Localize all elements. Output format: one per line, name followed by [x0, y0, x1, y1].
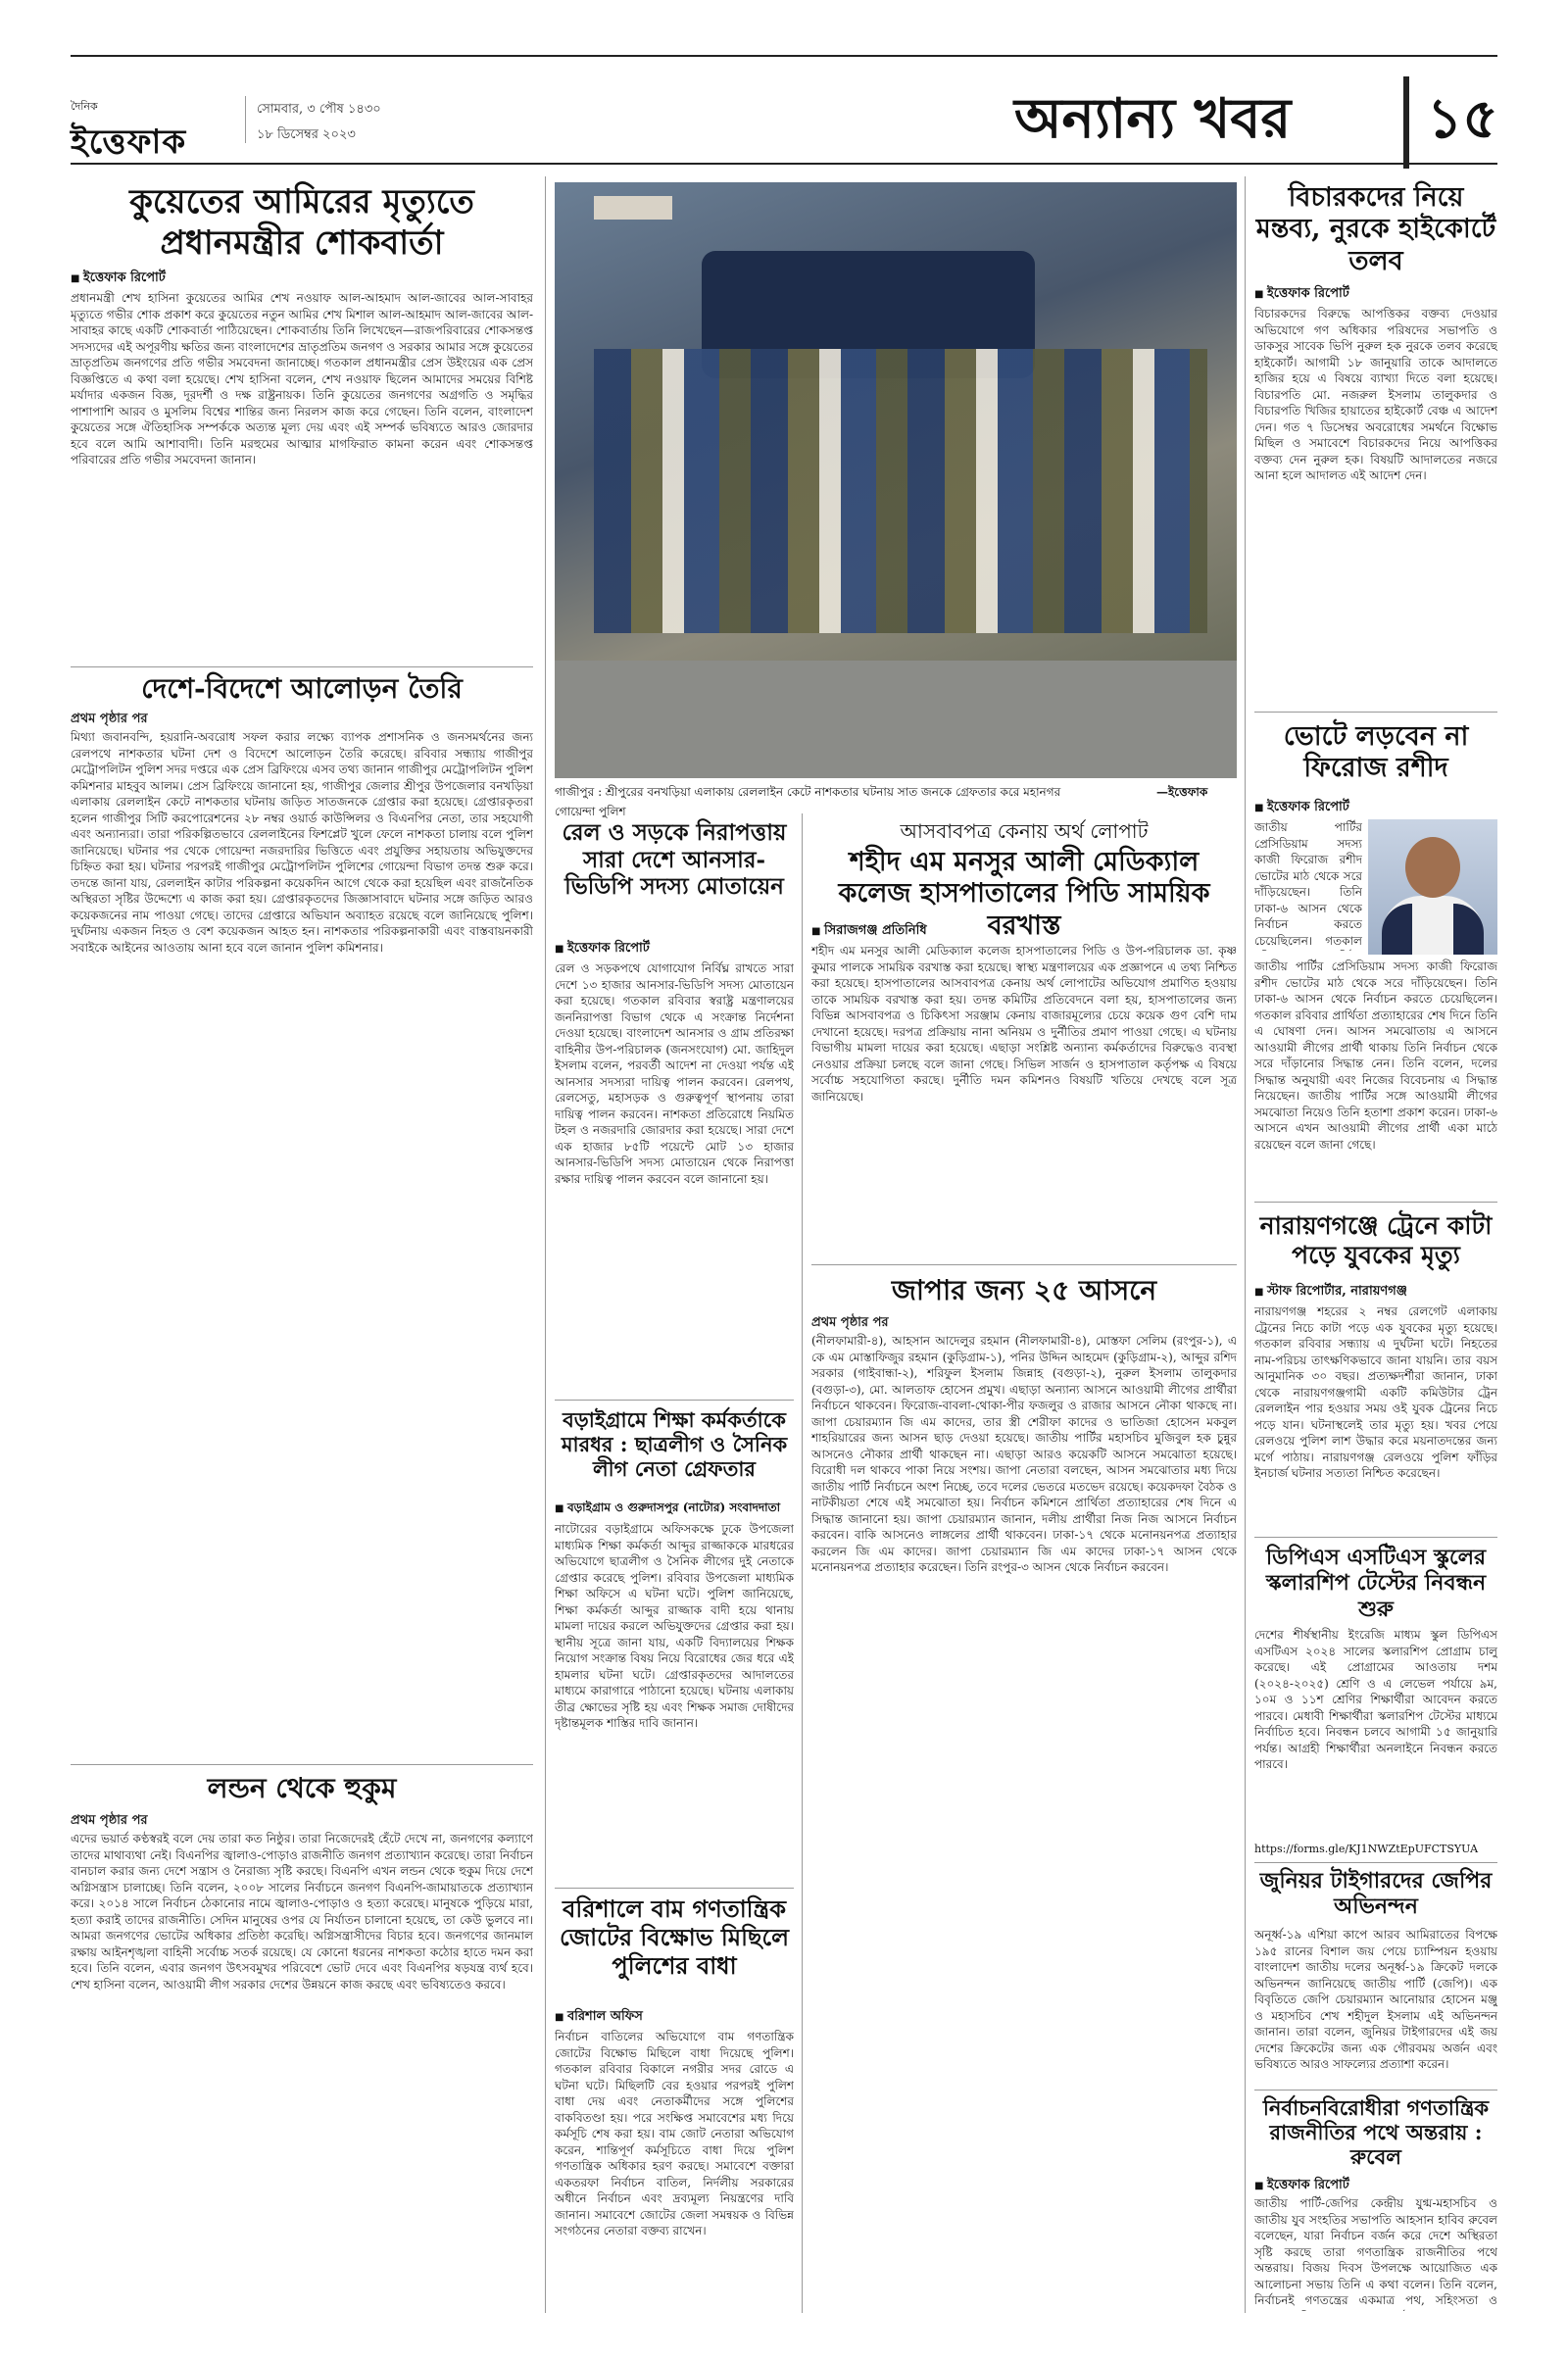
dps-headline: ডিপিএস এসটিএস স্কুলের স্কলারশিপ টেস্টের নিবন্ধন শুরু	[1265, 1545, 1487, 1622]
japa-lede: প্রথম পৃষ্ঠার পর	[811, 1315, 889, 1330]
barahatia-body: নাটোরের বড়াইগ্রামে অফিসকক্ষে ঢুকে উপজেলা মাধ্যমিক শিক্ষা কর্মকর্তা আব্দুর রাজ্জাককে মারধরের অভিযোগে ছাত্রলীগ ও সৈনিক লীগের দুই নেতাকে গ্রেপ্তার করেছে পুলিশ। রবিবার উপজেলা মাধ্যমিক শিক্ষা অফিসে এ ঘটনা ঘটে। পুলিশ জানিয়েছে, শিক্ষা কর্মকর্তা আব্দুর রাজ্জাক বাদী হয়ে থানায় মামলা দায়ের করলে অভিযুক্তদের গ্রেপ্তার করা হয়। স্থানীয় সূত্রে জানা যায়, একটি বিদ্যালয়ের শিক্ষক নিয়োগ সংক্রান্ত বিষয় নিয়ে বিরোধের জের ধরে এই হামলার ঘটনা ঘটে। গ্রেপ্তারকৃতদের আদালতের মাধ্যমে কারাগারে পাঠানো হয়েছে। ঘটনায় এলাকায় তীব্র ক্ষোভের সৃষ্টি হয় এবং শিক্ষক সমাজ দোষীদের দৃষ্টান্তমূলক শাস্তির দাবি জানান।	[555, 1522, 794, 1730]
road	[555, 661, 1237, 778]
kuwait-headline-1: কুয়েতের আমিরের মৃত্যুতে	[129, 182, 474, 221]
judges-end-rule	[1254, 712, 1497, 713]
junior-headline: জুনিয়র টাইগারদের জেপির অভিনন্দন	[1259, 1868, 1493, 1920]
hospital-byline: ■ সিরাজগঞ্জ প্রতিনিধি	[811, 921, 927, 942]
arrested-suspects-and-police	[594, 349, 1207, 633]
dps-body: দেশের শীর্ষস্থানীয় ইংরেজি মাধ্যম স্কুল ডিপিএস এসটিএস ২০২৪ সালের স্কলারশিপ প্রোগ্রাম চালু করেছে। এই প্রোগ্রামের আওতায় দশম (২০২৪-২০২৫) শ্রেণি ও এ লেভেল পর্যায়ে ৯ম, ১০ম ও ১১শ শ্রেণির শিক্ষার্থীরা আবেদন করতে পারবে। মেধাবী শিক্ষার্থীরা স্কলারশিপ টেস্টের মাধ্যমে নির্বাচিত হবে। নিবন্ধন চলবে আগামী ১৫ জানুয়ারি পর্যন্ত। আগ্রহী শিক্ষার্থীরা অনলাইনে নিবন্ধন করতে পারবে।	[1254, 1628, 1497, 1771]
junior-body: অনূর্ধ্ব-১৯ এশিয়া কাপে আরব আমিরাতের বিপক্ষে ১৯৫ রানের বিশাল জয় পেয়ে চ্যাম্পিয়ন হওয়ায় বাংলাদেশ জাতীয় দলের অনূর্ধ্ব-১৯ ক্রিকেট দলকে অভিনন্দন জানিয়েছে জাতীয় পার্টি (জেপি)। এক বিবৃতিতে জেপি চেয়ারম্যান আনোয়ার হোসেন মঞ্জু ও মহাসচিব শেখ শহীদুল ইসলাম এই অভিনন্দন জানান। তারা বলেন, জুনিয়র টাইগারদের এই জয় দেশের ক্রিকেটের জন্য এক গৌরবময় অর্জন এবং ভবিষ্যতে আরও সাফল্যের প্রত্যাশা করেন।	[1254, 1928, 1497, 2071]
masthead-top-rule	[71, 55, 1497, 57]
ansar-headline: রেল ও সড়কে নিরাপত্তায় সারা দেশে আনসার-ভিডিপি সদস্য মোতায়েন	[562, 819, 787, 901]
column-rule-3	[1245, 176, 1246, 2313]
kuwait-byline: ■ ইত্তেফাক রিপোর্ট	[71, 269, 166, 289]
kuwait-end-rule	[71, 666, 533, 667]
feroz-end-rule	[1254, 1202, 1497, 1203]
hospital-body: শহীদ এম মনসুর আলী মেডিক্যাল কলেজ হাসপাতালের পিডি ও উপ-পরিচালক ডা. কৃষ্ণ কুমার পালকে সাময়িক বরখাস্ত করা হয়েছে। স্বাস্থ্য মন্ত্রণালয়ের এক প্রজ্ঞাপনে এ তথ্য নিশ্চিত করা হয়েছে। হাসপাতালের আসবাবপত্র কেনায় অর্থ লোপাটের অভিযোগ প্রমাণিত হওয়ায় তাকে সাময়িক বরখাস্ত করা হয়। তদন্ত কমিটির প্রতিবেদনে বলা হয়, হাসপাতালের জন্য বিভিন্ন আসবাবপত্র ও চিকিৎসা সরঞ্জাম কেনায় বাজারমূল্যের চেয়ে কয়েক গুণ বেশি দাম দেখানো হয়েছে। দরপত্র প্রক্রিয়ায় নানা অনিয়ম ও দুর্নীতির প্রমাণ পাওয়া গেছে। এ ঘটনায় বিভাগীয় মামলা দায়ের করা হয়েছে। এছাড়া সংশ্লিষ্ট অন্যান্য কর্মকর্তাদের বিরুদ্ধেও ব্যবস্থা নেওয়ার প্রক্রিয়া চলছে বলে জানা গেছে। সিভিল সার্জন ও হাসপাতাল কর্তৃপক্ষ এ বিষয়ে সর্বোচ্চ সহযোগিতা করছে। দুর্নীতি দমন কমিশনও বিষয়টি খতিয়ে দেখছে বলে সূত্র জানিয়েছে।	[811, 944, 1237, 1104]
column-rule-2	[802, 813, 803, 2313]
ansar-byline: ■ ইত্তেফাক রিপোর্ট	[555, 939, 650, 959]
abroad-lede: প্রথম পৃষ্ঠার পর	[71, 712, 148, 726]
rubel-body: জাতীয় পার্টি-জেপির কেন্দ্রীয় যুগ্ম-মহাসচিব ও জাতীয় যুব সংহতির সভাপতি আহসান হাবিব রুবেল বলেছেন, যারা নির্বাচন বর্জন করে দেশে অস্থিরতা সৃষ্টি করছে তারা গণতান্ত্রিক রাজনীতির পথে অন্তরায়। বিজয় দিবস উপলক্ষে আয়োজিত এক আলোচনা সভায় তিনি এ কথা বলেন। তিনি বলেন, নির্বাচনই গণতন্ত্রের একমাত্র পথ, সহিংসতা ও	[1254, 2196, 1497, 2307]
photo-caption: গাজীপুর : শ্রীপুরের বনখড়িয়া এলাকায় রেললাইন কেটে নাশকতার ঘটনায় সাত জনকে গ্রেফতার করে মহানগর গোয়েন্দা পুলিশ	[555, 785, 1061, 818]
lead-photo	[555, 182, 1237, 778]
photo-credit: —ইত্তেফাক	[1156, 785, 1208, 799]
narayanganj-headline: নারায়ণগঞ্জে ট্রেনে কাটা পড়ে যুবকের মৃত্যু	[1259, 1211, 1493, 1269]
masthead-bottom-rule	[71, 163, 1497, 165]
abroad-body: মিথ্যা জবানবন্দি, হয়রানি-অবরোধ সফল করার লক্ষ্যে ব্যাপক প্রশাসনিক ও জনসমর্থনের জন্য রেলপথে নাশকতার ঘটনা দেশ ও বিদেশে আলোড়ন তৈরি করেছে। রবিবার সন্ধ্যায় গাজীপুর মেট্রোপলিটন পুলিশ সদর দপ্তরে এক প্রেস ব্রিফিংয়ে এসব তথ্য জানান গাজীপুর মেট্রোপলিটন পুলিশ কমিশনার মাহবুব আলম। প্রেস ব্রিফিংয়ে জানানো হয়, গাজীপুর জেলার শ্রীপুর উপজেলার বনখড়িয়া এলাকায় রেললাইন কেটে নাশকতার ঘটনায় জড়িত সাতজনকে গ্রেপ্তার করা হয়েছে। গ্রেপ্তারকৃতরা হলেন গাজীপুর সিটি করপোরেশনের ২৮ নম্বর ওয়ার্ড কাউন্সিলর ও বিএনপির নেতা, তার সহযোগী এবং অন্যান্যরা। তারা পরিকল্পিতভাবে রেললাইনের ফিশপ্লেট খুলে ফেলে নাশকতা চালায় বলে পুলিশ জানিয়েছে। ঘটনার পর থেকে গোয়েন্দা নজরদারির ভিত্তিতে এবং প্রযুক্তির সহায়তায় অভিযুক্তদের চিহ্নিত করা হয়। ঘটনার পরপরই গাজীপুর মেট্রোপলিটন পুলিশের গোয়েন্দা বিভাগ তদন্ত শুরু করে। তদন্তে জানা যায়, রেললাইন কাটার পরিকল্পনা কয়েকদিন আগে থেকে করা হয়েছিল এবং রাজনৈতিক অস্থিরতা সৃষ্টির উদ্দেশ্যে এ কাজ করা হয়। গ্রেপ্তারকৃতদের জিজ্ঞাসাবাদে ঘটনার সঙ্গে জড়িত আরও কয়েকজনের নাম পাওয়া গেছে। তাদের গ্রেপ্তারে অভিযান অব্যাহত রয়েছে বলে জানিয়েছে পুলিশ। দুর্ঘটনায় একজন নিহত ও বেশ কয়েকজন আহত হন। নাশকতার পরিকল্পনাকারী এবং বাস্তবায়নকারী সবাইকে আইনের আওতায় আনা হবে বলে জানান পুলিশ কমিশনার।	[71, 730, 533, 955]
masthead-divider	[245, 96, 246, 143]
hospital-kicker: আসবাবপত্র কেনায় অর্থ লোপাট	[900, 819, 1149, 843]
date-bangla: সোমবার, ৩ পৌষ ১৪৩০	[257, 102, 381, 117]
barishal-headline: বরিশালে বাম গণতান্ত্রিক জোটের বিক্ষোভ মিছিলে পুলিশের বাধা	[559, 1894, 790, 1980]
ansar-body: রেল ও সড়কপথে যোগাযোগ নির্বিঘ্ন রাখতে সারা দেশে ১৩ হাজার আনসার-ভিডিপি সদস্য মোতায়েন করা হয়েছে। গতকাল রবিবার স্বরাষ্ট্র মন্ত্রণালয়ের জননিরাপত্তা বিভাগ থেকে এ সংক্রান্ত নির্দেশনা দেওয়া হয়েছে। বাংলাদেশ আনসার ও গ্রাম প্রতিরক্ষা বাহিনীর উপ-পরিচালক (জনসংযোগ) মো. জাহিদুল ইসলাম বলেন, পরবর্তী আদেশ না দেওয়া পর্যন্ত এই আনসার সদস্যরা দায়িত্ব পালন করবেন। রেলপথ, রেলসেতু, মহাসড়ক ও গুরুত্বপূর্ণ স্থাপনায় তারা দায়িত্ব পালন করবেন। নাশকতা প্রতিরোধে নিয়মিত টহল ও নজরদারি জোরদার করা হয়েছে। সারা দেশে এক হাজার ৮৫টি পয়েন্টে মোট ১৩ হাজার আনসার-ভিডিপি সদস্য মোতায়েন থেকে নিরাপত্তা রক্ষার দায়িত্ব পালন করবেন বলে জানানো হয়।	[555, 961, 794, 1186]
narayanganj-byline: ■ স্টাফ রিপোর্টার, নারায়ণগঞ্জ	[1254, 1282, 1407, 1303]
narayanganj-end-rule	[1254, 1537, 1497, 1538]
japa-body: (নীলফামারী-৪), আহসান আদেলুর রহমান (নীলফামারী-৪), মোস্তফা সেলিম (রংপুর-১), এ কে এম মোস্তাফিজুর রহমান (কুড়িগ্রাম-১), পনির উদ্দিন আহমেদ (কুড়িগ্রাম-২), আব্দুর রশিদ সরকার (গাইবান্ধা-২), শরিফুল ইসলাম জিন্নাহ (বগুড়া-২), নুরুল ইসলাম তালুকদার (বগুড়া-৩), মো. আলতাফ হোসেন প্রমুখ। এছাড়া অন্যান্য আসনে আওয়ামী লীগের প্রার্থীরা নির্বাচনে থাকবেন। ফিরোজ-বাবলা-থোকা-পীর ফজলুর ও রাজার আসনে নৌকা থাকছে না। জাপা চেয়ারম্যান জি এম কাদের, তার স্ত্রী শেরীফা কাদের ও ভাতিজা হোসেন মকবুল শাহরিয়ারের জন্য আসন ছাড় দেওয়া হয়েছে। জাতীয় পার্টির মহাসচিব মুজিবুল হক চুন্নুর আসনেও নৌকার প্রার্থী থাকছেন না। এছাড়া আরও কয়েকটি আসনে সমঝোতা হয়েছে। বিরোধী দল থাকবে পাকা নিয়ে সংশয়। জাপা নেতারা বলছেন, আসন সমঝোতার মধ্য দিয়ে জাতীয় পার্টি নির্বাচনে অংশ নিচ্ছে, তবে দলের ভেতরে মতভেদ রয়েছে। কয়েকদফা বৈঠক ও নাটকীয়তা শেষে এই সমঝোতা হয়। নির্বাচন কমিশনে প্রার্থিতা প্রত্যাহারের শেষ দিনে এ সিদ্ধান্ত জানানো হয়। জাপা চেয়ারম্যান জানান, দলীয় প্রার্থীরা নিজ নিজ আসনে নির্বাচন করবেন। বাকি আসনেও লাঙ্গলের প্রার্থী থাকবেন। ঢাকা-১৭ থেকে মনোনয়নপত্র প্রত্যাহার করলেন জি এম কাদের। জাপা চেয়ারম্যান জি এম কাদের ঢাকা-১৭ আসন থেকে মনোনয়নপত্র প্রত্যাহার করেছেন। তিনি রংপুর-৩ আসন থেকে নির্বাচন করবেন।	[811, 1334, 1237, 1574]
hospital-headline: শহীদ এম মনসুর আলী মেডিক্যাল কলেজ হাসপাতালের পিডি সাময়িক বরখাস্ত	[838, 847, 1210, 941]
hospital-end-rule	[811, 1264, 1237, 1265]
page-number: ১৫	[1403, 76, 1498, 169]
kuwait-body: প্রধানমন্ত্রী শেখ হাসিনা কুয়েতের আমির শেখ নওয়াফ আল-আহমাদ আল-জাবের আল-সাবাহর মৃত্যুতে গভীর শোক প্রকাশ করে কুয়েতের নতুন আমির শেখ মিশাল আল-আহমাদ আল-জাবের আল-সাবাহর কাছে একটি শোকবার্তা পাঠিয়েছেন। শোকবার্তায় তিনি লিখেছেন—রাজপরিবারের শোকসন্তপ্ত সদস্যদের এই অপূরণীয় ক্ষতির জন্য বাংলাদেশের ভ্রাতৃপ্রতিম জনগণ ও সরকার আমার সঙ্গে কুয়েতের ভ্রাতৃপ্রতিম জনগণের প্রতি গভীর সমবেদনা জানাচ্ছে। গতকাল প্রধানমন্ত্রীর প্রেস উইংয়ের এক প্রেস বিজ্ঞপ্তিতে এ কথা বলা হয়েছে। শেখ হাসিনা বলেন, শেখ নওয়াফ ছিলেন আমাদের সময়ের বিশিষ্ট মর্যাদার একজন বিজ্ঞ, দূরদর্শী ও দক্ষ রাষ্ট্রনায়ক। তিনি কুয়েতের জনগণের অগ্রগতি ও সমৃদ্ধির পাশাপাশি আরব ও মুসলিম বিশ্বের শান্তির জন্য নিরলস কাজ করে গেছেন। তিনি বলেন, বাংলাদেশ কুয়েতের সঙ্গে ঐতিহাসিক সম্পর্ককে অত্যন্ত মূল্য দেয় এবং এই সম্পর্ক ভবিষ্যতে আরও জোরদার হবে বলে আমি আশাবাদী। তিনি মরহুমের আত্মার মাগফিরাত কামনা করেন এবং শোকসন্তপ্ত পরিবারের প্রতি গভীর সমবেদনা জানান।	[71, 291, 533, 467]
judges-body: বিচারকদের বিরুদ্ধে আপত্তিকর বক্তব্য দেওয়ার অভিযোগে গণ অধিকার পরিষদের সভাপতি ও ডাকসুর সাবেক ভিপি নুরুল হক নুরকে তলব করেছে হাইকোর্ট। আগামী ১৮ জানুয়ারি তাকে আদালতে হাজির হয়ে এ বিষয়ে ব্যাখ্যা দিতে বলা হয়েছে। বিচারপতি মো. নজরুল ইসলাম তালুকদার ও বিচারপতি খিজির হায়াতের হাইকোর্ট বেঞ্চ এ আদেশ দেন। গত ৭ ডিসেম্বর অবরোধের সমর্থনে বিক্ষোভ মিছিল ও সমাবেশে বিচারকদের নিয়ে আপত্তিকর বক্তব্য দেন নুরুল হক। বিষয়টি আদালতের নজরে আনা হলে আদালত এই আদেশ দেন।	[1254, 307, 1497, 482]
feroz-portrait	[1368, 819, 1497, 955]
column-rule-1	[545, 176, 546, 2313]
abroad-end-rule	[71, 1764, 533, 1765]
barahatia-headline: বড়াইগ্রামে শিক্ষা কর্মকর্তাকে মারধর : ছাত্রলীগ ও সৈনিক লীগ নেতা গ্রেফতার	[561, 1407, 788, 1482]
section-title: অন্যান্য খবর	[1014, 86, 1292, 151]
narayanganj-body: নারায়ণগঞ্জ শহরের ২ নম্বর রেলগেট এলাকায় ট্রেনের নিচে কাটা পড়ে এক যুবকের মৃত্যু হয়েছে। গতকাল রবিবার সন্ধ্যায় এ দুর্ঘটনা ঘটে। নিহতের নাম-পরিচয় তাৎক্ষণিকভাবে জানা যায়নি। তার বয়স আনুমানিক ৩০ বছর। প্রত্যক্ষদর্শীরা জানান, ঢাকা থেকে নারায়ণগঞ্জগামী একটি কমিউটার ট্রেন রেললাইন পার হওয়ার সময় ওই যুবক ট্রেনের নিচে পড়ে যান। ঘটনাস্থলেই তার মৃত্যু হয়। খবর পেয়ে রেলওয়ে পুলিশ লাশ উদ্ধার করে ময়নাতদন্তের জন্য মর্গে পাঠায়। নারায়ণগঞ্জ রেলওয়ে পুলিশ ফাঁড়ির ইনচার্জ ঘটনার সত্যতা নিশ্চিত করেছেন।	[1254, 1304, 1497, 1480]
judges-headline: বিচারকদের নিয়ে মন্তব্য, নুরকে হাইকোর্টে তলব	[1255, 182, 1496, 276]
abroad-headline: দেশে-বিদেশে আলোড়ন তৈরি	[141, 672, 463, 705]
feroz-byline: ■ ইত্তেফাক রিপোর্ট	[1254, 798, 1349, 818]
newspaper-logo: দৈনিক ইত্তেফাক	[71, 100, 187, 162]
kuwait-headline-2: প্রধানমন্ত্রীর শোকবার্তা	[160, 223, 444, 263]
london-body: এদের ভয়ার্ত কণ্ঠস্বরই বলে দেয় তারা কত নিষ্ঠুর। তারা নিজেদেরই হেঁটে দেখে না, জনগণের কল্যাণে তাদের মাথাব্যথা নেই। বিএনপির জ্বালাও-পোড়াও রাজনীতি জনগণ প্রত্যাখ্যান করেছে। তারা নির্বাচন বানচাল করার জন্য দেশে সন্ত্রাস ও নৈরাজ্য সৃষ্টি করছে। বিএনপি এখন লন্ডন থেকে হুকুম দিয়ে দেশে অগ্নিসন্ত্রাস চালাচ্ছে। তিনি বলেন, ২০০৮ সালের নির্বাচনে জনগণ বিএনপি-জামায়াতকে প্রত্যাখ্যান করে। ২০১৪ সালে নির্বাচন ঠেকানোর নামে জ্বালাও-পোড়াও ও হত্যা করেছে। মানুষকে পুড়িয়ে মারা, হত্যা করাই তাদের রাজনীতি। সেদিন মানুষের ওপর যে নির্যাতন চালানো হয়েছে, তা কেউ ভুলবে না। আমরা জনগণের ভোটের অধিকার প্রতিষ্ঠা করেছি। অগ্নিসন্ত্রাসীদের বিচার হবে। জনগণের জানমাল রক্ষায় আইনশৃঙ্খলা বাহিনী সর্বোচ্চ সতর্ক রয়েছে। যে কোনো ধরনের নাশকতা কঠোর হাতে দমন করা হবে। তিনি বলেন, এবার জনগণ উৎসবমুখর পরিবেশে ভোট দেবে এবং বিএনপির ষড়যন্ত্র ব্যর্থ হবে। শেখ হাসিনা বলেন, আওয়ামী লীগ সরকার দেশের উন্নয়নে কাজ করছে এবং ভবিষ্যতেও করবে।	[71, 1832, 533, 1992]
barahatia-byline: ■ বড়াইগ্রাম ও গুরুদাসপুর (নাটোর) সংবাদদাতা	[555, 1500, 794, 1519]
rubel-byline: ■ ইত্তেফাক রিপোর্ট	[1254, 2176, 1349, 2196]
london-headline: লন্ডন থেকে হুকুম	[207, 1772, 397, 1804]
ansar-end-rule	[555, 1400, 794, 1401]
feroz-body-1: জাতীয় পার্টির প্রেসিডিয়াম সদস্য কাজী ফিরোজ রশীদ ভোটের মাঠ থেকে সরে দাঁড়িয়েছেন। তিনি ঢাকা-৬ আসন থেকে নির্বাচন করতে চেয়েছিলেন। গতকাল	[1254, 820, 1362, 948]
london-lede: প্রথম পৃষ্ঠার পর	[71, 1813, 148, 1828]
barishal-body: নির্বাচন বাতিলের অভিযোগে বাম গণতান্ত্রিক জোটের বিক্ষোভ মিছিলে বাধা দিয়েছে পুলিশ। গতকাল রবিবার বিকালে নগরীর সদর রোডে এ ঘটনা ঘটে। মিছিলটি বের হওয়ার পরপরই পুলিশ বাধা দেয় এবং নেতাকর্মীদের সঙ্গে পুলিশের বাকবিতণ্ডা হয়। পরে সংক্ষিপ্ত সমাবেশের মধ্য দিয়ে কর্মসূচি শেষ করা হয়। বাম জোট নেতারা অভিযোগ করেন, শান্তিপূর্ণ কর্মসূচিতে বাধা দিয়ে পুলিশ গণতান্ত্রিক অধিকার হরণ করছে। সমাবেশে বক্তারা একতরফা নির্বাচন বাতিল, নির্দলীয় সরকারের অধীনে নির্বাচন এবং দ্রব্যমূল্য নিয়ন্ত্রণের দাবি জানান। সমাবেশে জোটের জেলা সমন্বয়ক ও বিভিন্ন সংগঠনের নেতারা বক্তব্য রাখেন।	[555, 2030, 794, 2238]
barishal-byline: ■ বরিশাল অফিস	[555, 2007, 643, 2028]
feroz-headline: ভোটে লড়বেন না ফিরোজ রশীদ	[1283, 721, 1469, 784]
dps-registration-link[interactable]: https://forms.gle/KJ1NWZtEpUFCTSYUA	[1254, 1843, 1479, 1855]
rubel-headline: নির্বাচনবিরোধীরা গণতান্ত্রিক রাজনীতির পথে অন্তরায় : রুবেল	[1262, 2095, 1490, 2170]
dps-end-rule	[1254, 1862, 1497, 1863]
barahatia-end-rule	[555, 1888, 794, 1889]
shop-sign	[594, 196, 672, 220]
feroz-body-2: জাতীয় পার্টির প্রেসিডিয়াম সদস্য কাজী ফিরোজ রশীদ ভোটের মাঠ থেকে সরে দাঁড়িয়েছেন। তিনি ঢাকা-৬ আসন থেকে নির্বাচন করতে চেয়েছিলেন। গতকাল রবিবার প্রার্থিতা প্রত্যাহারের শেষ দিনে তিনি এ ঘোষণা দেন। আসন সমঝোতায় এ আসনে আওয়ামী লীগের প্রার্থী থাকায় তিনি নির্বাচন থেকে সরে দাঁড়ানোর সিদ্ধান্ত নেন। তিনি বলেন, দলের সিদ্ধান্ত অনুযায়ী এবং নিজের বিবেচনায় এ সিদ্ধান্ত নিয়েছেন। জাতীয় পার্টির সঙ্গে আওয়ামী লীগের সমঝোতা নিয়েও তিনি হতাশা প্রকাশ করেন। ঢাকা-৬ আসনে এখন আওয়ামী লীগের প্রার্থী একা মাঠে রয়েছেন বলে জানা গেছে।	[1254, 959, 1497, 1152]
date-english: ১৮ ডিসেম্বর ২০২৩	[257, 127, 356, 142]
judges-byline: ■ ইত্তেফাক রিপোর্ট	[1254, 284, 1349, 305]
japa-headline: জাপার জন্য ২৫ আসনে	[891, 1274, 1157, 1306]
